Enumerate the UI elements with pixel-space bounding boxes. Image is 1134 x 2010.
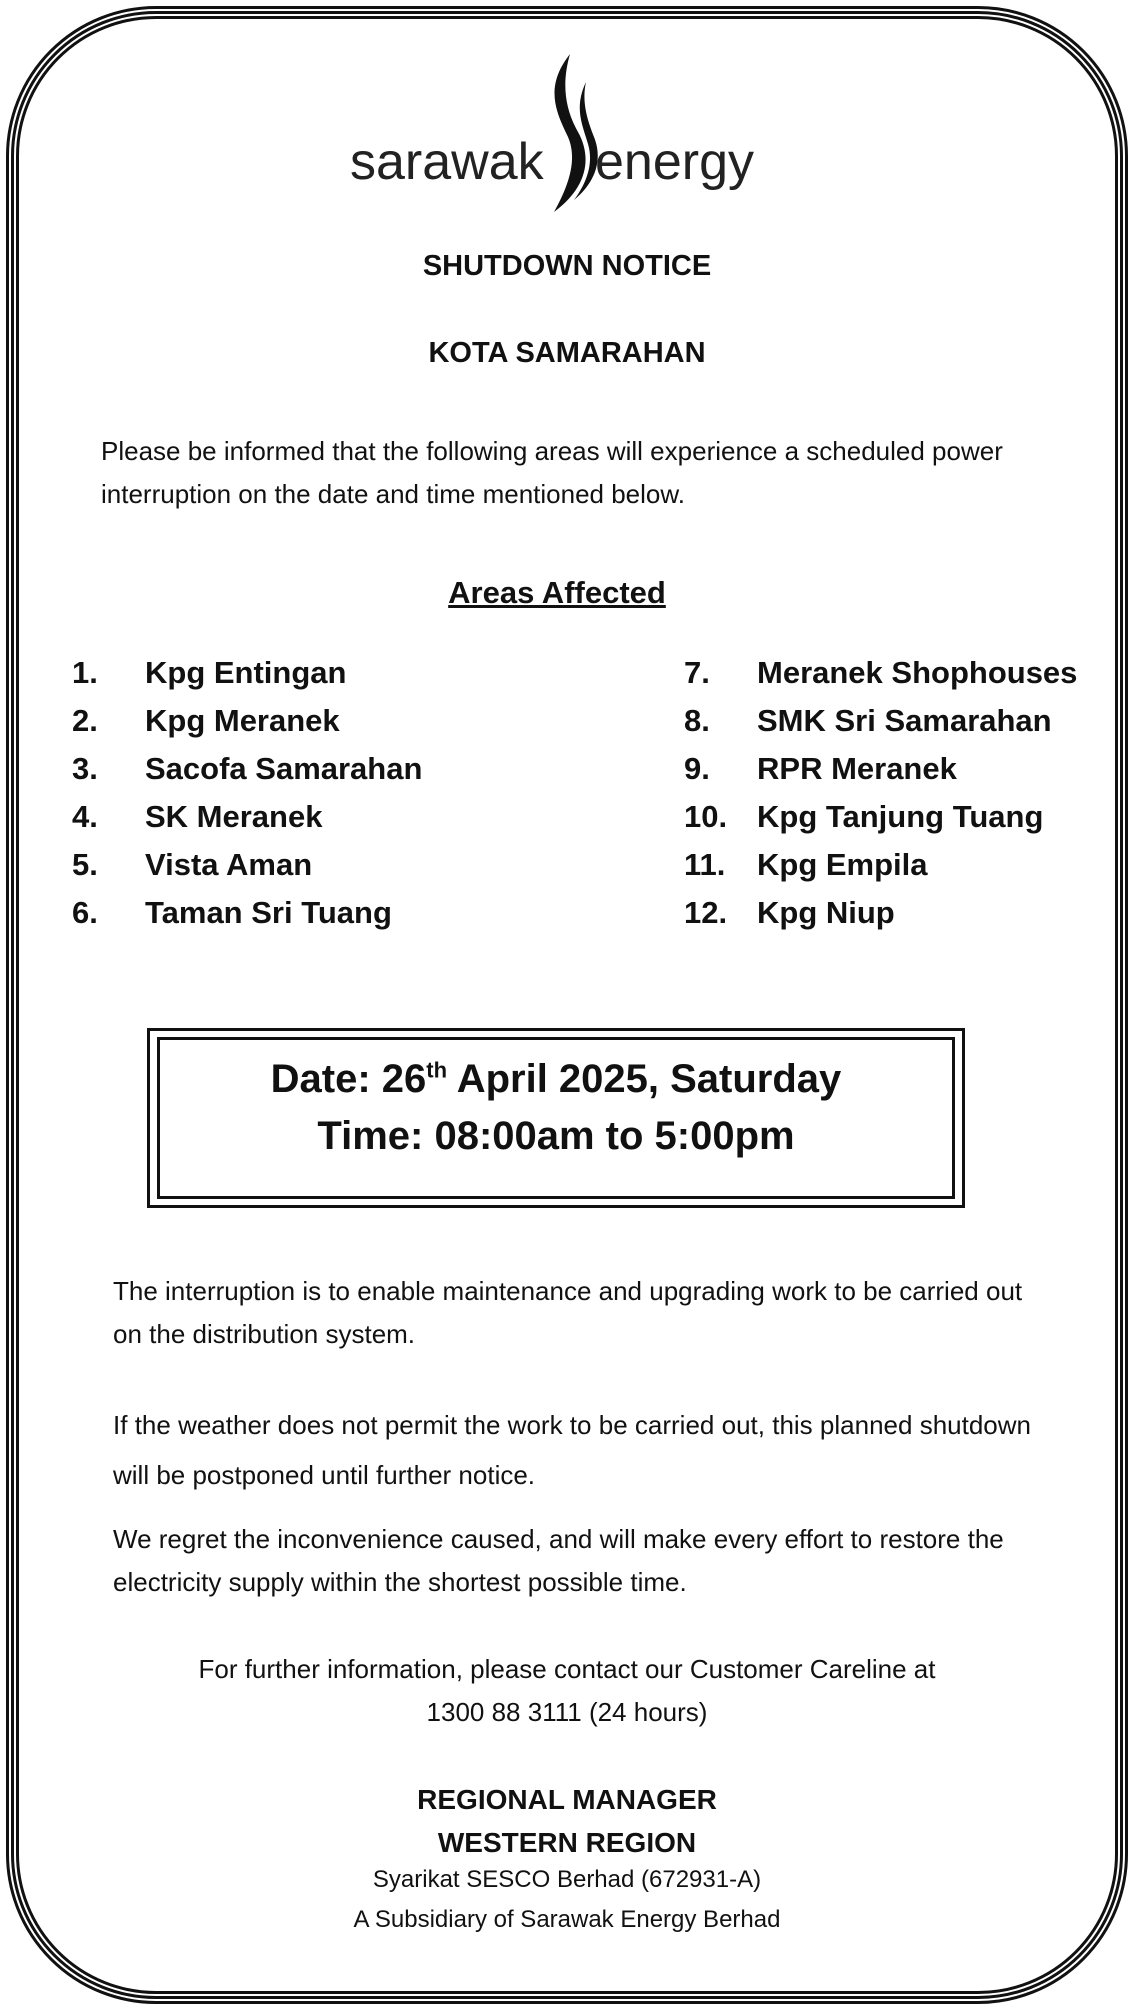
- list-item: 5. Vista Aman: [72, 847, 313, 882]
- areas-list-right: [684, 649, 1077, 937]
- company-name: Syarikat SESCO Berhad (672931-A): [372, 1866, 762, 1893]
- schedule-time: Time: 08:00am to 5:00pm: [317, 1114, 795, 1158]
- company-info: [0, 1860, 1134, 1940]
- logo-text-energy: energy: [595, 133, 754, 191]
- location-title: KOTA SAMARAHAN: [428, 337, 706, 369]
- signature-title: [0, 1778, 1134, 1864]
- notice-title: SHUTDOWN NOTICE: [422, 250, 712, 282]
- contact-info: [0, 1648, 1134, 1734]
- list-item: 2. Kpg Meranek: [72, 703, 340, 738]
- weather-paragraph: If the weather does not permit the work to be carried out, this planned shutdown will be postponed until further notice.: [113, 1410, 1031, 1490]
- list-item: 7. Meranek Shophouses: [684, 655, 1078, 690]
- list-item: 12. Kpg Niup: [684, 895, 895, 930]
- regional-manager: REGIONAL MANAGER: [417, 1784, 717, 1815]
- list-item: 8. SMK Sri Samarahan: [684, 703, 1052, 738]
- logo-text-sarawak: sarawak: [350, 133, 544, 191]
- maintenance-paragraph: The interruption is to enable maintenance and upgrading work to be carried out on the distribution system.: [113, 1276, 1023, 1349]
- flame-icon: [534, 52, 604, 217]
- western-region: WESTERN REGION: [437, 1827, 697, 1858]
- list-item: 6. Taman Sri Tuang: [72, 895, 392, 930]
- careline-number: 1300 88 3111 (24 hours): [426, 1697, 708, 1727]
- contact-line: For further information, please contact our Customer Careline at: [198, 1654, 936, 1684]
- list-item: 3. Sacofa Samarahan: [72, 751, 423, 786]
- list-item: 10. Kpg Tanjung Tuang: [684, 799, 1044, 834]
- sarawak-energy-logo: [0, 52, 1134, 222]
- areas-affected-heading: Areas Affected: [448, 575, 666, 610]
- list-item: 1. Kpg Entingan: [72, 655, 347, 690]
- list-item: 9. RPR Meranek: [684, 751, 957, 786]
- intro-paragraph: Please be informed that the following areas will experience a scheduled power interruption on the date and time mentioned below.: [101, 436, 1003, 509]
- schedule-date: Date: 26th April 2025, Saturday: [270, 1057, 842, 1101]
- list-item: 4. SK Meranek: [72, 799, 323, 834]
- regret-paragraph: We regret the inconvenience caused, and will make every effort to restore the electricity supply within the shortest possible time.: [113, 1524, 1004, 1597]
- subsidiary-line: A Subsidiary of Sarawak Energy Berhad: [353, 1906, 781, 1933]
- list-item: 11. Kpg Empila: [684, 847, 928, 882]
- areas-list-left: [72, 649, 422, 937]
